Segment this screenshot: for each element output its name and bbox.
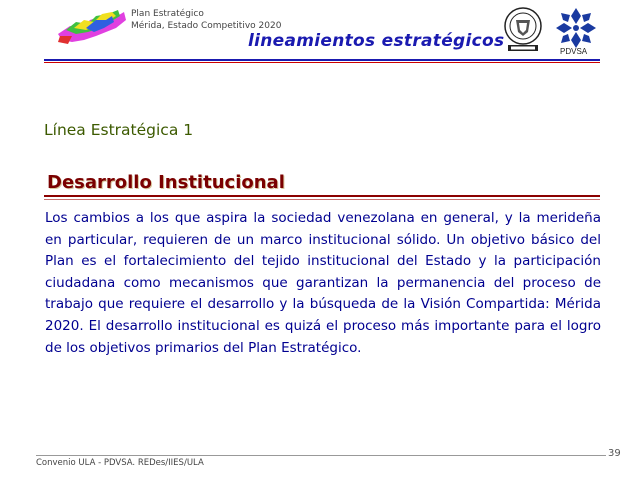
pdvsa-label: PDVSA xyxy=(560,47,588,56)
plan-subtitle: Mérida, Estado Competitivo 2020 xyxy=(131,21,282,31)
university-seal-icon xyxy=(502,6,544,54)
header-divider-blue xyxy=(44,59,600,61)
section-title: Desarrollo Institucional xyxy=(47,172,285,193)
title-divider xyxy=(44,195,600,197)
strategic-line-label: Línea Estratégica 1 xyxy=(44,121,194,139)
title-divider-thin xyxy=(44,199,600,200)
footer-credits: Convenio ULA - PDVSA. REDes/IIES/ULA xyxy=(36,458,204,468)
pdvsa-logo-icon xyxy=(554,6,598,50)
body-paragraph: Los cambios a los que aspira la sociedad venezolana en general, y la merideña en particular, requieren de un marco institucional sólido. Un objetivo básico del Plan es el fortalecimiento del tejido institucional del Estado y la participación ciudadana como mecanismos que garantizan la permanencia del proceso de trabajo que requiere el desarrollo y la búsqueda de la Visión Compartida: Mérida 2020. El desarrollo institucional es quizá el proceso más importante para el logro de los objetivos primarios del Plan Estratégico. xyxy=(45,210,601,356)
header-divider-red xyxy=(44,62,600,63)
page-number: 39 xyxy=(608,448,621,459)
plan-title: Plan Estratégico xyxy=(131,9,204,19)
header-heading: lineamientos estratégicos xyxy=(248,31,505,51)
map-logo-icon xyxy=(56,6,128,46)
footer-divider xyxy=(36,455,606,456)
